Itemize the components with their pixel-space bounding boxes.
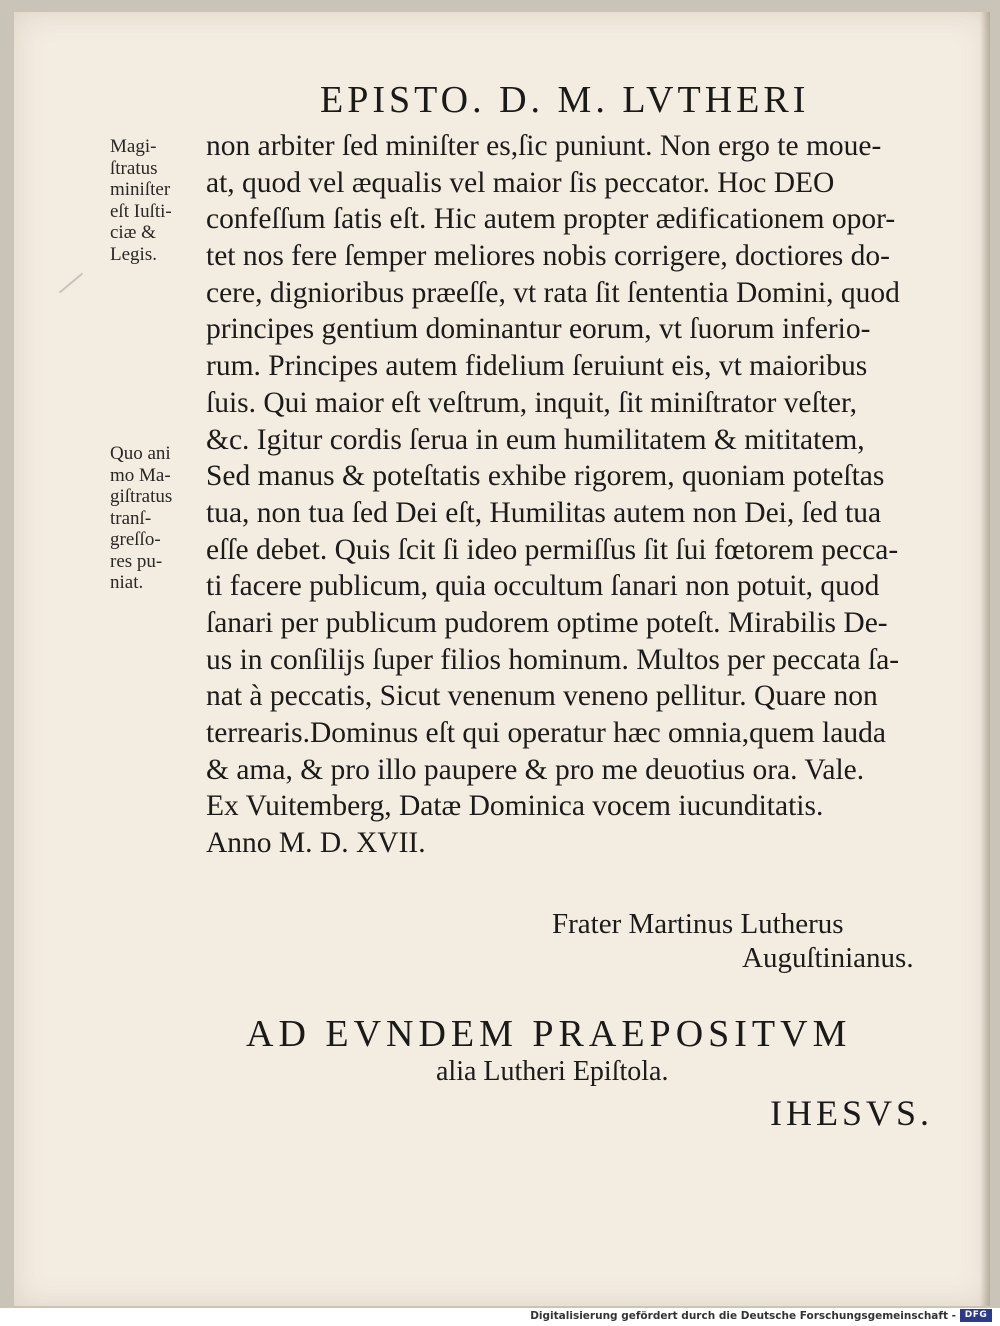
body-line: nat à peccatis, Sicut venenum veneno pellitur. Quare non xyxy=(206,680,878,713)
body-line: rum. Principes autem fidelium ſeruiunt eis, vt maioribus xyxy=(206,350,868,383)
page-edge-shadow xyxy=(980,12,990,1306)
body-line: & ama, & pro illo paupere & pro me deuotius ora. Vale. xyxy=(206,753,865,786)
margin-note-line: Legis. xyxy=(110,243,157,265)
dfg-logo[interactable]: DFG xyxy=(960,1309,992,1322)
signature-name: Frater Martinus Lutherus xyxy=(552,908,844,940)
section-heading: AD EVNDEM PRAEPOSITVM xyxy=(246,1013,852,1055)
margin-note-line: niat. xyxy=(110,572,144,593)
margin-note-line: res pu- xyxy=(110,550,163,572)
margin-note-line: giſtratus xyxy=(110,486,173,507)
body-line: Sed manus & poteſtatis exhibe rigorem, quoniam poteſtas xyxy=(206,460,885,493)
body-line: tet nos fere ſemper meliores nobis corrigere, doctiores do- xyxy=(206,240,890,273)
margin-note-magistratus xyxy=(110,136,200,265)
margin-note-line: Magi- xyxy=(110,136,157,157)
margin-note-line: eſt Iuſti- xyxy=(110,200,172,222)
margin-note-line: mo Ma- xyxy=(110,464,171,486)
margin-note-line: miniſter xyxy=(110,179,171,200)
body-line: cere, dignioribus præeſſe, vt rata ſit ſententia Domini, quod xyxy=(206,276,900,309)
section-subheading: alia Lutheri Epiſtola. xyxy=(436,1056,669,1087)
body-line: ti facere publicum, quia occultum ſanari non potuit, quod xyxy=(206,570,880,603)
body-line: ſanari per publicum pudorem optime poteſt. Mirabilis De- xyxy=(206,606,888,639)
running-head: EPISTO. D. M. LVTHERI xyxy=(320,79,810,121)
body-line: confeſſum ſatis eſt. Hic autem propter ædificationem opor- xyxy=(206,203,896,236)
body-line: tua, non tua ſed Dei eſt, Humilitas autem non Dei, ſed tua xyxy=(206,496,882,529)
body-line: us in conſilijs ſuper filios hominum. Multos per peccata ſa- xyxy=(206,643,900,676)
body-line: terrearis.Dominus eſt qui operatur hæc omnia,quem lauda xyxy=(206,717,886,749)
body-line: Ex Vuitemberg, Datæ Dominica vocem iucunditatis. xyxy=(206,790,824,823)
letter-body xyxy=(206,128,926,862)
footer-credit: Digitalisierung gefördert durch die Deutsche Forschungsgemeinschaft - xyxy=(530,1310,956,1322)
body-line: Anno M. D. XVII. xyxy=(206,827,426,860)
body-line: principes gentium dominantur eorum, vt ſuorum inferio- xyxy=(206,313,871,346)
body-line: ſuis. Qui maior eſt veſtrum, inquit, ſit miniſtrator veſter, xyxy=(206,386,857,419)
ihesus-heading: IHESVS. xyxy=(770,1093,934,1133)
body-line: non arbiter ſed miniſter es,ſic puniunt. Non ergo te moue- xyxy=(206,130,882,162)
body-line: at, quod vel æqualis vel maior ſis peccator. Hoc DEO xyxy=(206,166,835,199)
margin-note-quo-animo xyxy=(110,443,200,594)
body-line: eſſe debet. Quis ſcit ſi ideo permiſſus ſit ſui fœtorem pecca- xyxy=(206,533,899,566)
margin-note-line: greſſo- xyxy=(110,529,161,550)
margin-note-line: Quo ani xyxy=(110,443,171,464)
margin-note-line: ſtratus xyxy=(110,157,158,179)
body-line: &c. Igitur cordis ſerua in eum humilitatem & mititatem, xyxy=(206,423,865,456)
margin-note-line: ciæ & xyxy=(110,222,156,243)
signature-order: Auguſtinianus. xyxy=(742,942,914,974)
margin-note-line: tranſ- xyxy=(110,507,152,529)
